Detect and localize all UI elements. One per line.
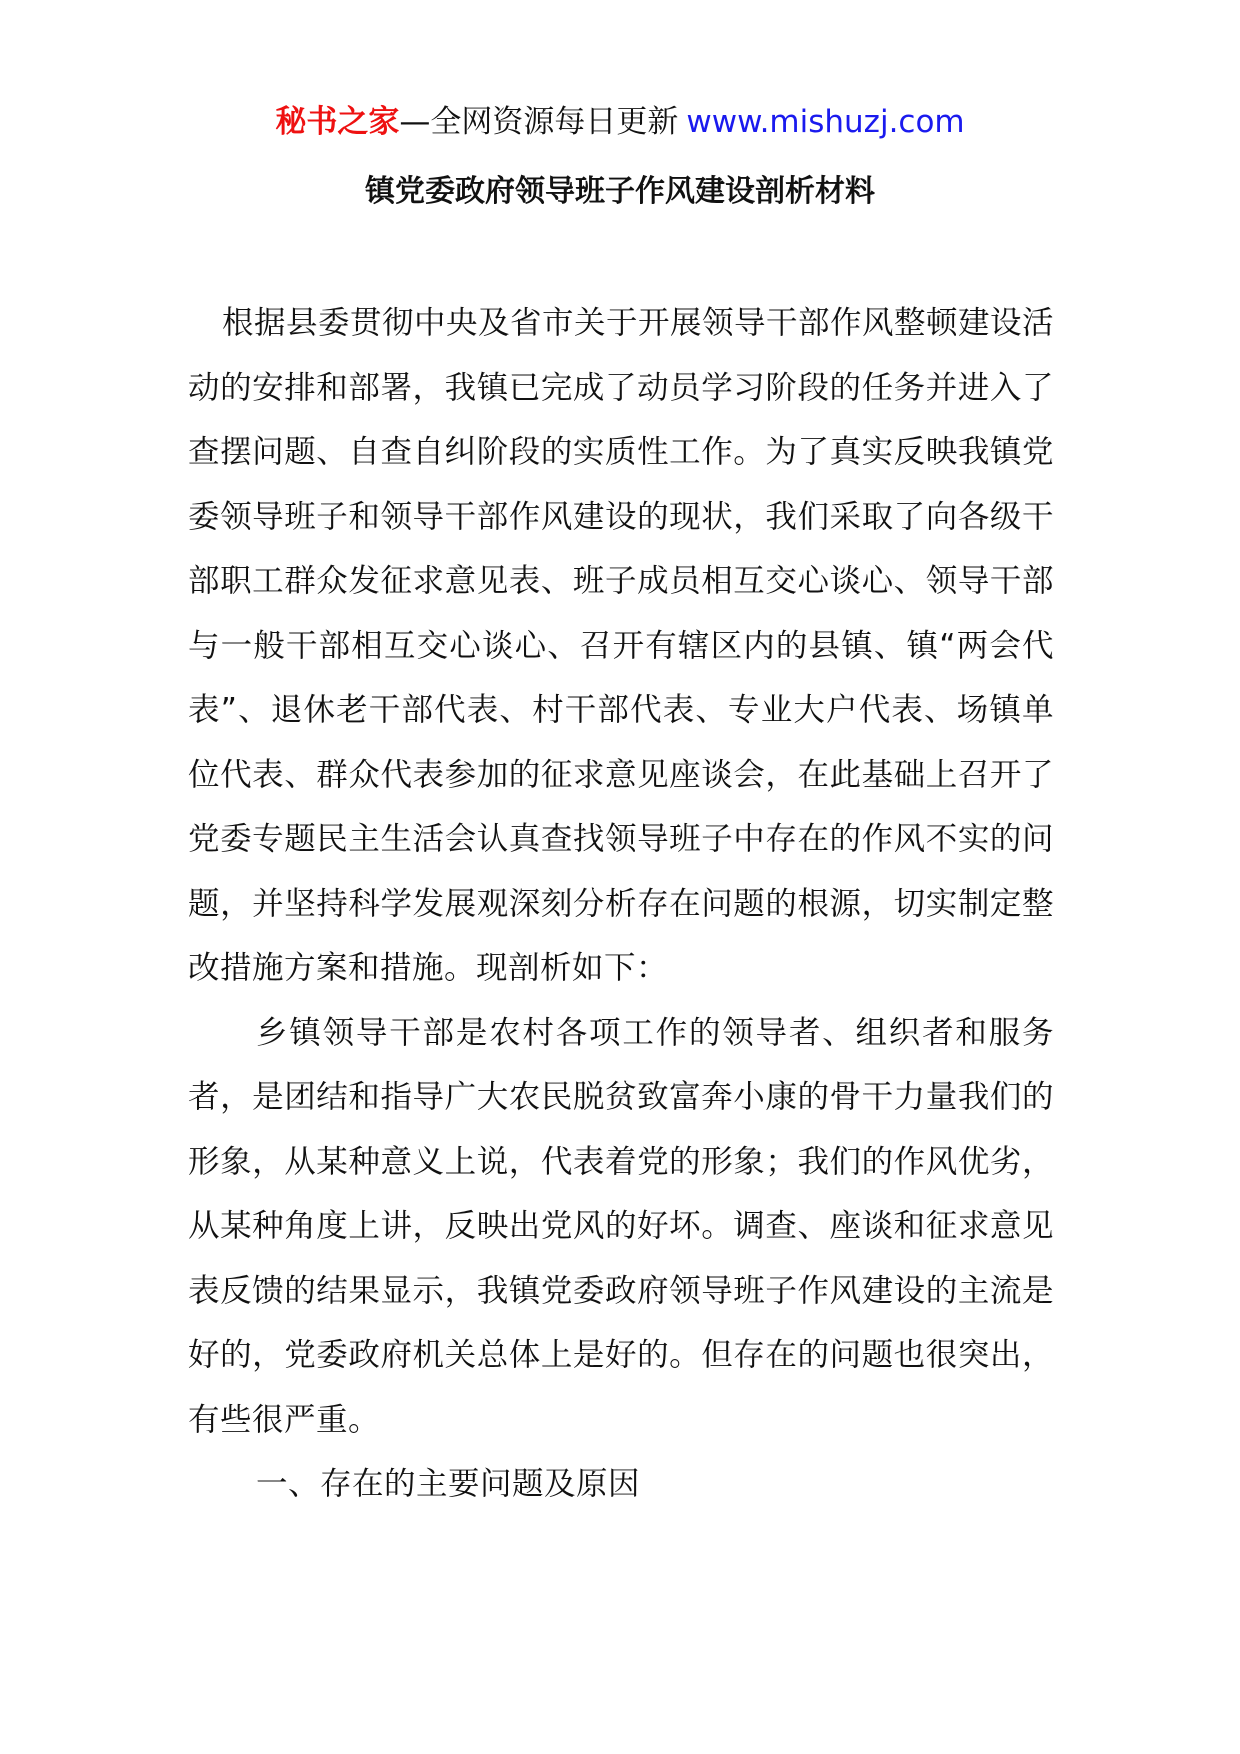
- document-body: [188, 291, 1054, 1517]
- site-tagline: —全网资源每日更新: [399, 104, 679, 140]
- site-header: [0, 100, 1240, 144]
- paragraph-intro: 根据县委贯彻中央及省市关于开展领导干部作风整顿建设活动的安排和部署，我镇已完成了动员学习阶段的任务并进入了查摆问题、自查自纠阶段的实质性工作。为了真实反映我镇党委领导班子和领导干部作风建设的现状，我们采取了向各级干部职工群众发征求意见表、班子成员相互交心谈心、领导干部与一般干部相互交心谈心、召开有辖区内的县镇、镇“两会代表”、退休老干部代表、村干部代表、专业大户代表、场镇单位代表、群众代表参加的征求意见座谈会，在此基础上召开了党委专题民主生活会认真查找领导班子中存在的作风不实的问题，并坚持科学发展观深刻分析存在问题的根源，切实制定整改措施方案和措施。现剖析如下：: [188, 305, 1055, 986]
- document-title: 镇党委政府领导班子作风建设剖析材料: [365, 174, 875, 209]
- site-brand: 秘书之家: [275, 104, 400, 140]
- site-url-link[interactable]: www.mishuzj.com: [686, 104, 965, 140]
- paragraph-assessment: 乡镇领导干部是农村各项工作的领导者、组织者和服务者，是团结和指导广大农民脱贫致富奔小康的骨干力量我们的形象，从某种意义上说，代表着党的形象；我们的作风优劣，从某种角度上讲，反映出党风的好坏。调查、座谈和征求意见表反馈的结果显示，我镇党委政府领导班子作风建设的主流是好的，党委政府机关总体上是好的。但存在的问题也很突出，有些很严重。: [188, 1014, 1054, 1438]
- section-heading: 一、存在的主要问题及原因: [256, 1466, 641, 1502]
